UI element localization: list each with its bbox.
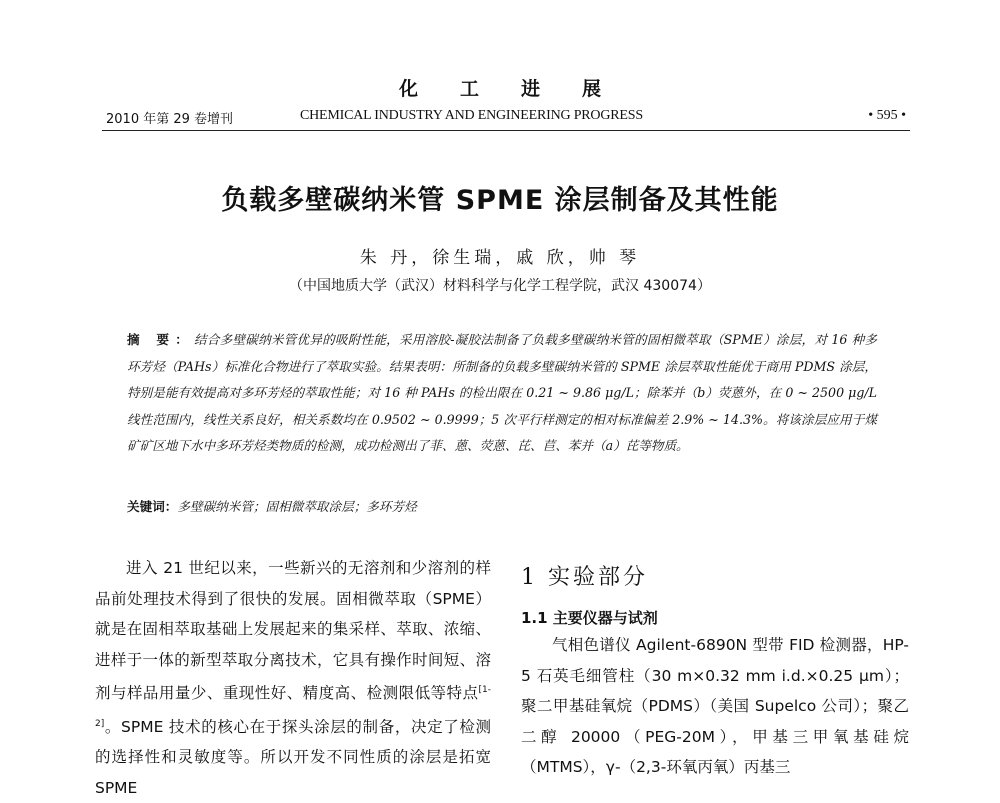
page-number: • 595 • <box>868 108 906 123</box>
subsection-heading: 1.1 主要仪器与试剂 <box>521 609 658 627</box>
keywords-text: 多壁碳纳米管；固相微萃取涂层；多环芳烃 <box>177 499 417 514</box>
abstract-text: 结合多壁碳纳米管优异的吸附性能，采用溶胶-凝胶法制备了负载多壁碳纳米管的固相微萃取（SPME）涂层，对 16 种多环芳烃（PAHs）标准化合物进行了萃取实验。结果表明：所制备的负载多壁碳纳米管的 SPME 涂层萃取性能优于商用 PDMS 涂层，特别是能有效提高对多环芳烃的萃取性能；对 16 种 PAHs 的检出限在 0.21 ~ 9.86 μg/L；除苯并（b）荧蒽外，在 0 ~ 2500 μg/L 线性范围内，线性关系良好，相关系数均在 0.9502 ~ 0.9999；5 次平行样测定的相对标准偏差 2.9% ~ 14.3%。将该涂层应用于煤矿矿区地下水中多环芳烃类物质的检测，成功检测出了菲、蒽、荧蒽、芘、苣、苯并（a）芘等物质。 <box>127 332 877 453</box>
citation: [1-2] <box>95 685 491 729</box>
instruments-paragraph: 气相色谱仪 Agilent-6890N 型带 FID 检测器，HP-5 石英毛细管柱（30 m×0.32 mm i.d.×0.25 μm）；聚二甲基硅氧烷（PDMS）（美国 Supelco 公司）；聚乙二醇 20000（PEG-20M），甲基三甲氧基硅烷（MTMS），γ-（2,3-环氧丙氧）丙基三 <box>521 636 909 776</box>
section-heading: 1 实验部分 <box>521 565 648 590</box>
journal-name: 化工进展 <box>398 78 643 100</box>
running-header <box>102 106 910 131</box>
abstract <box>127 327 877 460</box>
abstract-label: 摘 要： <box>127 332 195 347</box>
keywords <box>127 496 877 515</box>
issue-info: 2010 年第 29 卷增刊 <box>106 112 234 127</box>
affiliation: （中国地质大学（武汉）材料科学与化学工程学院，武汉 430074） <box>289 278 711 294</box>
intro-paragraph <box>95 553 491 803</box>
paper-title: 负载多壁碳纳米管 SPME 涂层制备及其性能 <box>221 185 779 216</box>
intro-text-cont: 。SPME 技术的核心在于探头涂层的制备，决定了检测的选择性和灵敏度等。所以开发不同性质的涂层是拓宽 SPME <box>95 717 491 797</box>
journal-name-en: CHEMICAL INDUSTRY AND ENGINEERING PROGRESS <box>300 108 643 123</box>
intro-text: 进入 21 世纪以来，一些新兴的无溶剂和少溶剂的样品前处理技术得到了很快的发展。固相微萃取（SPME）就是在固相萃取基础上发展起来的集采样、萃取、浓缩、进样于一体的新型萃取分离技术，它具有操作时间短、溶剂与样品用量少、重现性好、精度高、检测限低等特点 <box>95 559 491 703</box>
authors: 朱 丹，徐生瑞，戚 欣，帅 琴 <box>359 248 641 268</box>
keywords-label: 关键词： <box>127 499 178 514</box>
